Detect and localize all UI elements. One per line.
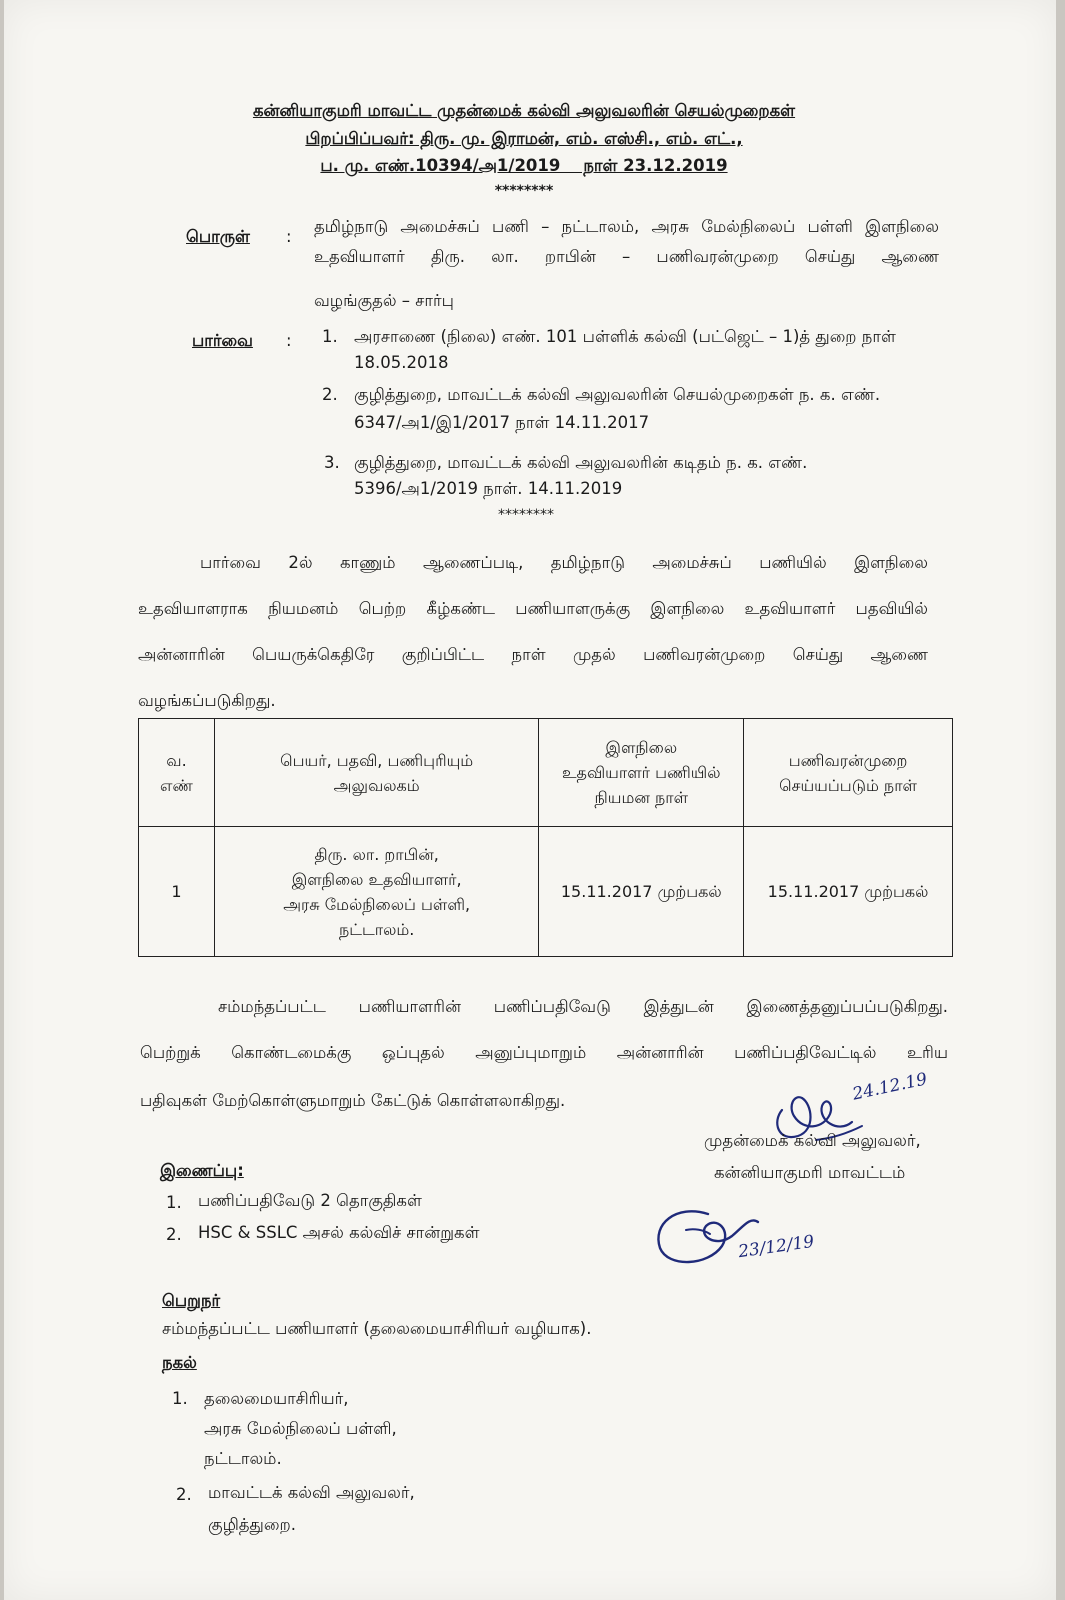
header-sno-line-1: வ. xyxy=(166,750,187,770)
row-serial-number: 1 xyxy=(139,827,215,957)
header-sno-line-2: எண் xyxy=(160,775,193,795)
body2-line-1: சம்மந்தப்பட்ட பணியாளரின் பணிப்பதிவேடு இத்துடன் இணைத்தனுப்பப்படுகிறது. xyxy=(218,997,948,1016)
reference-item-1-line-1: அரசாணை (நிலை) எண். 101 பள்ளிக் கல்வி (பட்ஜெட் – 1)த் துறை நாள் xyxy=(354,327,896,346)
reference-item-3-line-1: குழித்துறை, மாவட்டக் கல்வி அலுவலரின் கடிதம் ந. க. எண். xyxy=(354,453,808,472)
subject-line-3: வழங்குதல் – சார்பு xyxy=(314,291,454,310)
enclosure-item-2-text: HSC & SSLC அசல் கல்விச் சான்றுகள் xyxy=(198,1223,480,1242)
reference-item-2-line-2: 6347/அ1/இ1/2017 நாள் 14.11.2017 xyxy=(354,413,650,432)
header-appt-line-2: உதவியாளர் பணியில் xyxy=(562,763,721,782)
office-title: கன்னியாகுமரி மாவட்ட முதன்மைக் கல்வி அலுவலரின் செயல்முறைகள் xyxy=(252,101,796,120)
row-name-line-2: இளநிலை உதவியாளர், xyxy=(291,869,462,889)
copy-item-1-line-3: நட்டாலம். xyxy=(204,1449,282,1468)
signatory-district: கன்னியாகுமரி மாவட்டம் xyxy=(714,1163,906,1182)
row-name-line-1: திரு. லா. றாபின், xyxy=(314,844,439,864)
body1-line-1: பார்வை 2ல் காணும் ஆணைப்படி, தமிழ்நாடு அமைச்சுப் பணியில் இளநிலை xyxy=(200,553,928,572)
recipient-text: சம்மந்தப்பட்ட பணியாளர் (தலைமையாசிரியர் வழியாக). xyxy=(162,1319,592,1338)
header-appt-line-3: நியமன நாள் xyxy=(594,788,689,807)
subject-label: பொருள் xyxy=(186,227,250,246)
copy-item-1-line-1: தலைமையாசிரியர், xyxy=(204,1389,349,1408)
issuer-line: பிறப்பிப்பவர்: திரு. மு. இராமன், எம். எஸ்சி., எம். எட்., xyxy=(305,129,743,148)
regularization-table xyxy=(138,718,953,957)
table-row xyxy=(139,827,953,957)
enclosure-item-1-number: 1. xyxy=(166,1193,182,1212)
row-regularization-date: 15.11.2017 முற்பகல் xyxy=(744,827,953,957)
body2-line-2: பெற்றுக் கொண்டமைக்கு ஒப்புதல் அனுப்புமாறும் அன்னாரின் பணிப்பதிவேட்டில் உரிய xyxy=(140,1043,948,1062)
reference-item-1-number: 1. xyxy=(322,327,338,346)
copy-item-2-line-1: மாவட்டக் கல்வி அலுவலர், xyxy=(208,1483,415,1502)
header-reg-line-1: பணிவரன்முறை xyxy=(788,750,908,770)
subject-colon: : xyxy=(286,227,292,246)
copy-item-1-line-2: அரசு மேல்நிலைப் பள்ளி, xyxy=(204,1419,397,1438)
copy-item-2-line-2: குழித்துறை. xyxy=(208,1515,296,1534)
reference-item-2-number: 2. xyxy=(322,385,338,404)
reference-separator: ******** xyxy=(498,507,554,523)
header-reg-line-2: செய்யப்படும் நாள் xyxy=(779,775,917,795)
reference-item-2-line-1: குழித்துறை, மாவட்டக் கல்வி அலுவலரின் செயல்முறைகள் ந. க. எண். xyxy=(354,385,881,404)
enclosure-item-1-text: பணிப்பதிவேடு 2 தொகுதிகள் xyxy=(198,1191,422,1210)
enclosure-label: இணைப்பு: xyxy=(160,1161,244,1180)
header-appt-line-1: இளநிலை xyxy=(605,738,678,757)
reference-label: பார்வை xyxy=(192,331,253,350)
reference-colon: : xyxy=(286,331,292,350)
signature-date-1: 24.12.19 xyxy=(850,1069,929,1105)
copy-item-2-number: 2. xyxy=(176,1485,192,1504)
header-appointment-date xyxy=(539,719,744,827)
header-regularization-date xyxy=(744,719,953,827)
reference-item-3-line-2: 5396/அ1/2019 நாள். 14.11.2019 xyxy=(354,479,623,498)
header-name-line-1: பெயர், பதவி, பணிபுரியும் xyxy=(280,750,474,770)
enclosure-item-2-number: 2. xyxy=(166,1225,182,1244)
document-content xyxy=(4,0,1056,1600)
row-name-line-4: நட்டாலம். xyxy=(338,919,415,939)
body1-line-2: உதவியாளராக நியமனம் பெற்ற கீழ்கண்ட பணியாளருக்கு இளநிலை உதவியாளர் பதவியில் xyxy=(138,599,928,618)
body1-line-4: வழங்கப்படுகிறது. xyxy=(138,691,276,710)
header-name-designation-office xyxy=(214,719,538,827)
subject-line-1: தமிழ்நாடு அமைச்சுப் பணி – நட்டாலம், அரசு மேல்நிலைப் பள்ளி இளநிலை xyxy=(314,217,939,236)
document-page xyxy=(4,0,1056,1600)
header-name-line-2: அலுவலகம் xyxy=(333,775,420,795)
table-header-row xyxy=(139,719,953,827)
copy-item-1-number: 1. xyxy=(172,1389,188,1408)
subject-line-2: உதவியாளர் திரு. லா. றாபின் – பணிவரன்முறை செய்து ஆணை xyxy=(314,247,939,266)
proceeding-number: ப. மு. எண்.10394/அ1/2019 நாள் 23.12.2019 xyxy=(320,156,728,175)
row-appointment-date: 15.11.2017 முற்பகல் xyxy=(539,827,744,957)
recipient-label: பெறுநர் xyxy=(162,1291,221,1310)
header-serial-number xyxy=(139,719,215,827)
copy-label: நகல் xyxy=(162,1353,197,1372)
body2-line-3: பதிவுகள் மேற்கொள்ளுமாறும் கேட்டுக் கொள்ளலாகிறது. xyxy=(140,1091,566,1110)
row-name-designation-office xyxy=(214,827,538,957)
reference-item-3-number: 3. xyxy=(324,453,340,472)
signature-date-2: 23/12/19 xyxy=(736,1231,816,1263)
signatory-designation: முதன்மைக் கல்வி அலுவலர், xyxy=(704,1131,921,1150)
row-name-line-3: அரசு மேல்நிலைப் பள்ளி, xyxy=(283,894,471,914)
reference-item-1-line-2: 18.05.2018 xyxy=(354,353,449,372)
header-separator: ******** xyxy=(494,183,554,199)
body1-line-3: அன்னாரின் பெயருக்கெதிரே குறிப்பிட்ட நாள் முதல் பணிவரன்முறை செய்து ஆணை xyxy=(138,645,928,664)
